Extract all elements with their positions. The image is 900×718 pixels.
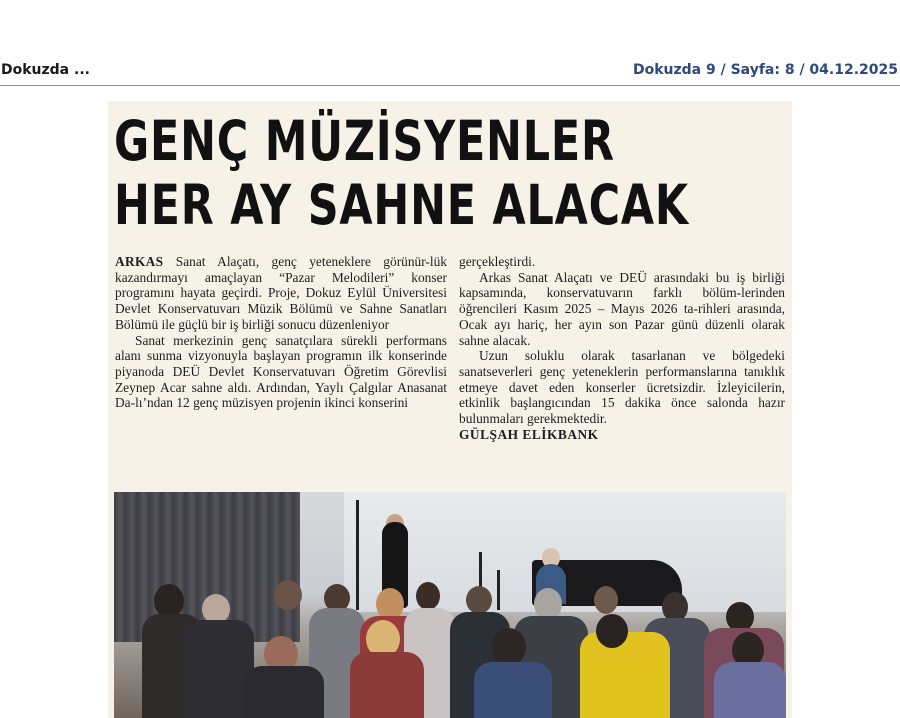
audience-head: [466, 586, 492, 614]
audience: [114, 592, 786, 718]
audience-head: [596, 614, 628, 648]
headline-line-2: HER AY SAHNE ALACAK: [114, 173, 689, 237]
paragraph-intro: [115, 254, 447, 333]
concert-photo: [114, 492, 786, 718]
publication-name: Dokuzda ...: [1, 62, 90, 78]
audience-body: [350, 652, 424, 718]
issue-info: Dokuzda 9 / Sayfa: 8 / 04.12.2025: [632, 62, 898, 78]
paragraph-cooperation: Arkas Sanat Alaçatı ve DEÜ arasındaki bu iş birliği kapsamında, konservatuvarın farklı bölüm-lerinden öğrencileri Kasım 2025 – Mayıs 2026 ta-rihleri arasında, Ocak ayı hariç, her ayın son Pazar günü düzenli olarak sahne alacak.: [459, 269, 785, 348]
audience-body: [244, 666, 324, 718]
author-byline: GÜLŞAH ELİKBANK: [459, 426, 599, 442]
article-column-right: [459, 254, 785, 442]
paragraph-free-concerts: Uzun soluklu olarak tasarlanan ve bölgedeki sanatseverleri genç yeteneklerin performanslarına tanıklık etmeye davet eden konserler ücretsizdir. İzleyicilerin, etkinlik başlangıcından 15 dakika önce salonda hazır bulunmaları gerekmektedir.: [459, 348, 785, 427]
audience-body: [474, 662, 552, 718]
audience-head: [492, 628, 526, 666]
headline-line-1: GENÇ MÜZİSYENLER: [114, 109, 615, 173]
audience-body: [714, 662, 786, 718]
page-header: [0, 55, 900, 86]
newspaper-clipping: [108, 101, 792, 718]
audience-head: [274, 580, 302, 610]
paragraph-continued: gerçekleştirdi.: [459, 254, 536, 269]
intro-text: Sanat Alaçatı, genç yeteneklere görünür-lük kazandırmayı amaçlayan “Pazar Melodileri” konser programını hayata geçirdi. Proje, Dokuz Eylül Üniversitesi Devlet Konservatuvarı Müzik Bölümü ve Sahne Sanatları Bölümü ile güçlü bir iş birliği sonucu düzenleniyor: [115, 254, 447, 332]
headline: [114, 109, 689, 237]
article-column-left: [115, 254, 447, 411]
audience-head: [594, 586, 618, 614]
paragraph-second: Sanat merkezinin genç sanatçılara sürekli performans alanı sunma vizyonuyla başlayan programın ilk konserinde piyanoda DEÜ Devlet Konservatuvarı Öğretim Görevlisi Zeynep Acar sahne aldı. Ardından, Yaylı Çalgılar Anasanat Da-lı’ndan 12 genç müzisyen projenin ikinci konserini: [115, 332, 447, 411]
lead-word: ARKAS: [115, 254, 164, 269]
audience-head: [154, 584, 184, 618]
audience-head: [416, 582, 440, 610]
audience-body: [580, 632, 670, 718]
